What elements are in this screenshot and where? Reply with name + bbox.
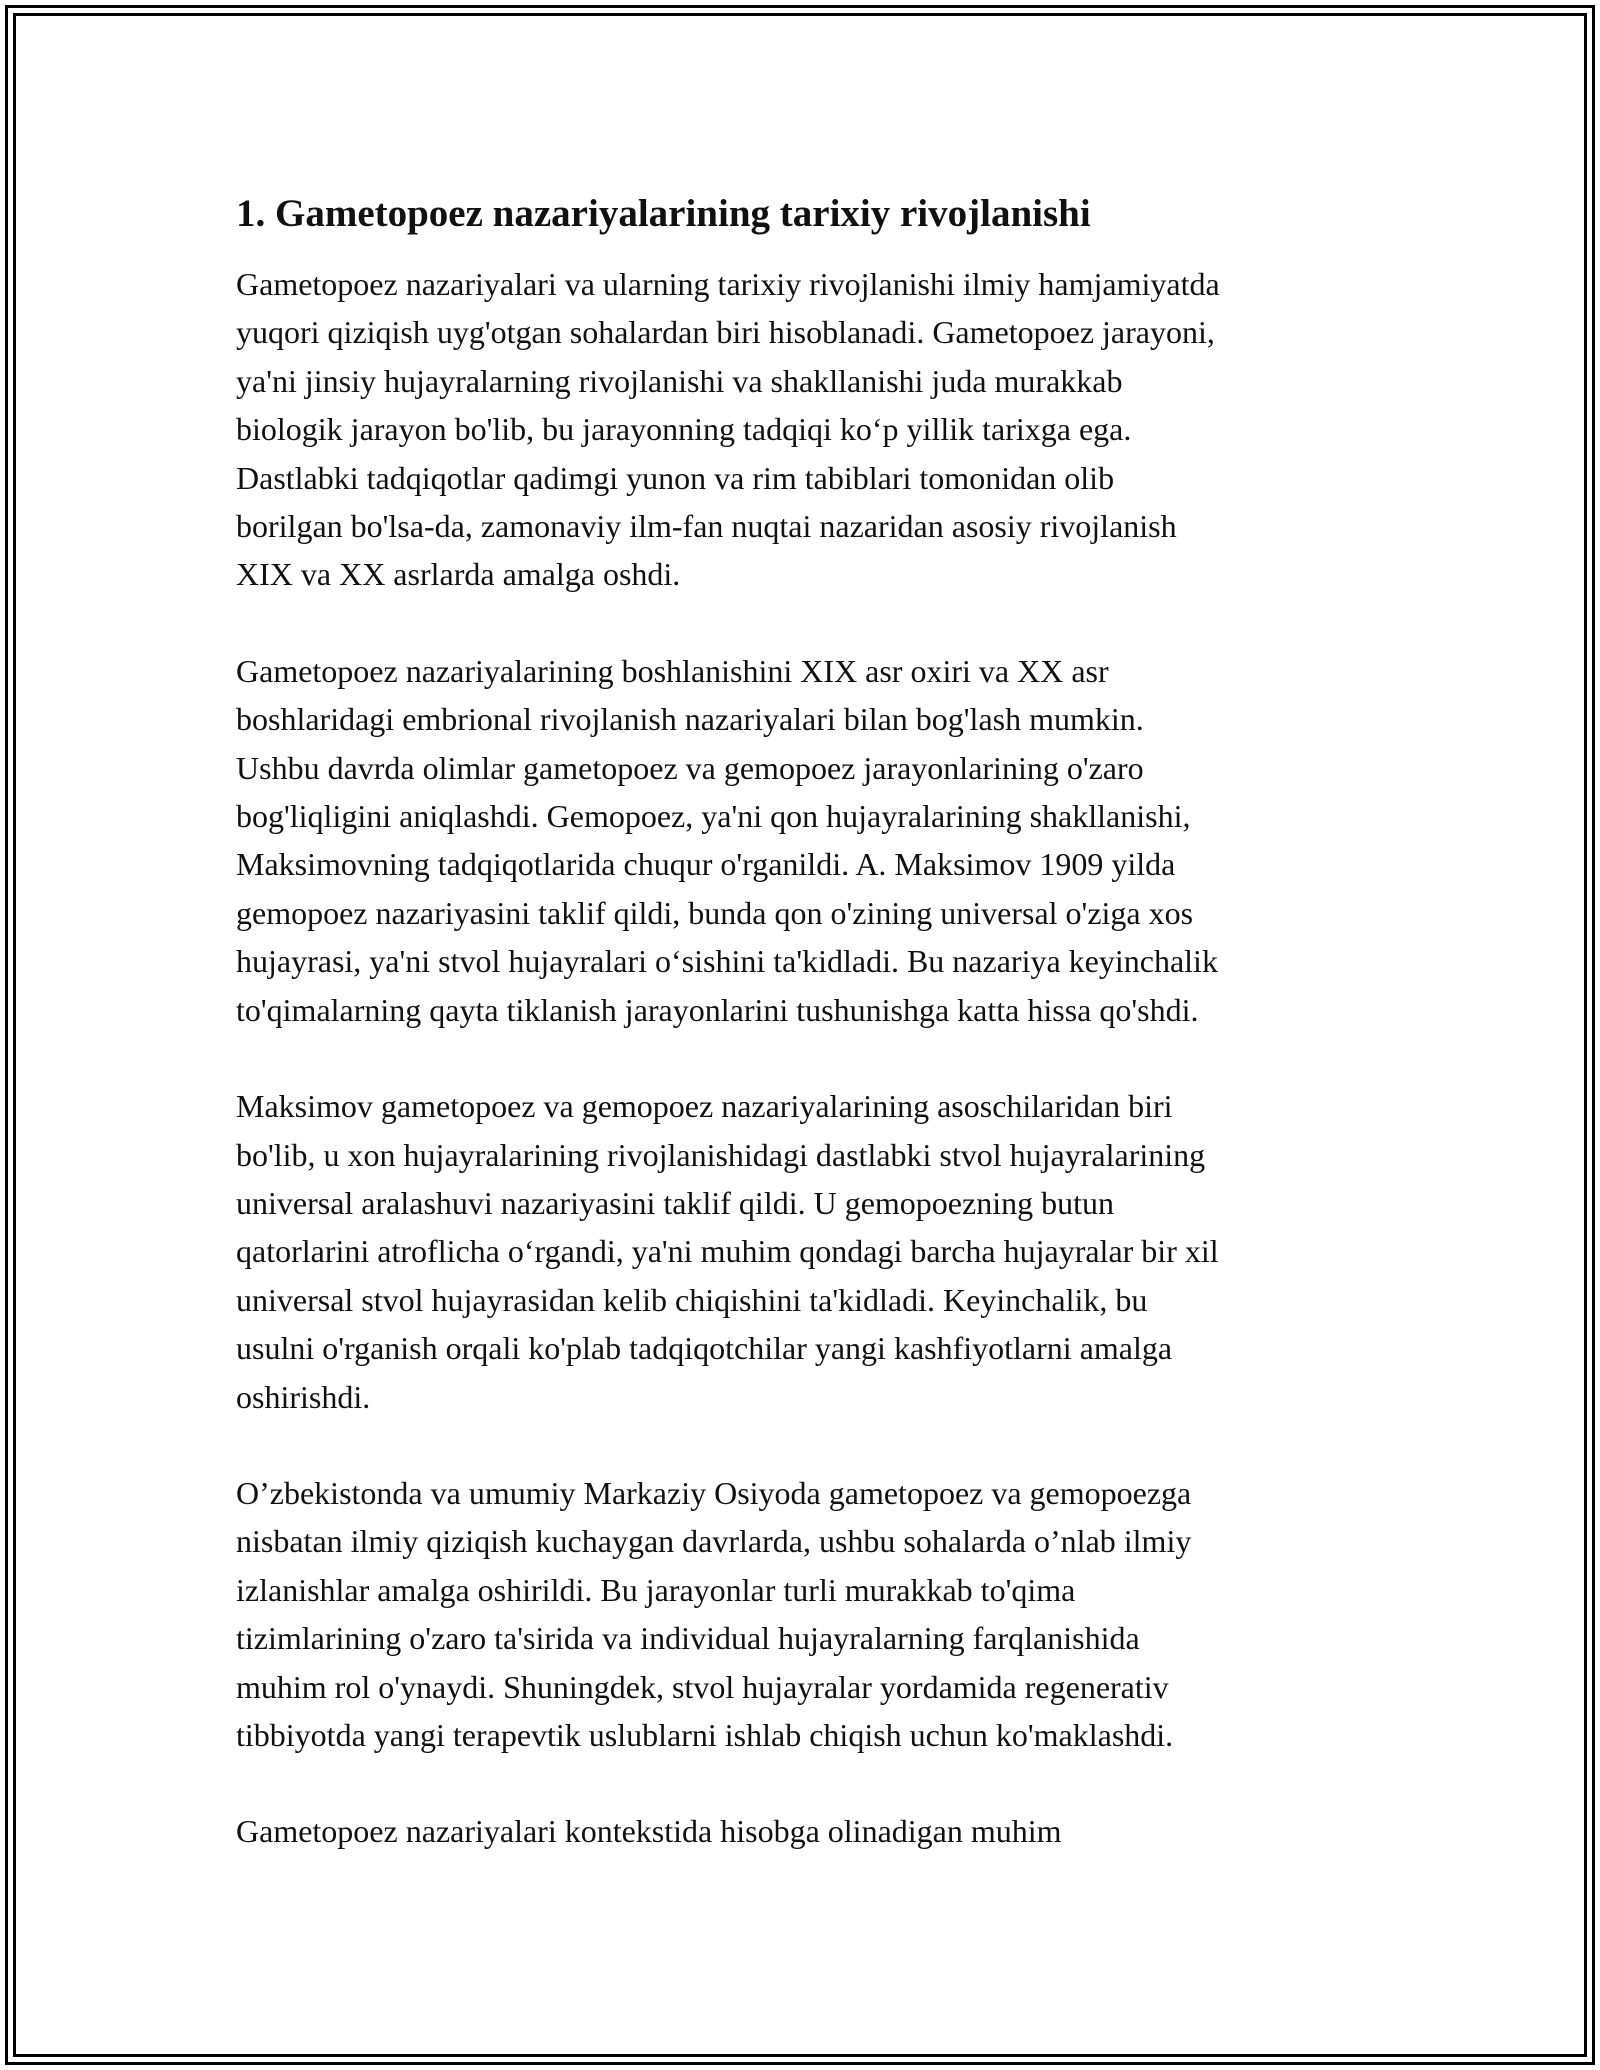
paragraph-line: O’zbekistonda va umumiy Markaziy Osiyoda gametopoez va gemopoezga: [236, 1474, 1192, 1511]
paragraph: [236, 1469, 1371, 1759]
paragraph: [236, 1807, 1371, 1855]
paragraph-line: biologik jarayon bo'lib, bu jarayonning tadqiqi ko‘p yillik tarixga ega.: [236, 411, 1132, 448]
paragraph-line: universal stvol hujayrasidan kelib chiqishini ta'kidladi. Keyinchalik, bu: [236, 1281, 1148, 1318]
paragraph-line: hujayrasi, ya'ni stvol hujayralari o‘sishini ta'kidladi. Bu nazariya keyinchalik: [236, 943, 1218, 980]
paragraph-line: Dastlabki tadqiqotlar qadimgi yunon va rim tabiblari tomonidan olib: [236, 459, 1115, 496]
paragraph-line: usulni o'rganish orqali ko'plab tadqiqotchilar yangi kashfiyotlarni amalga: [236, 1330, 1173, 1367]
paragraph-line: Gametopoez nazariyalari va ularning tarixiy rivojlanishi ilmiy hamjamiyatda: [236, 266, 1220, 302]
document-body: [236, 186, 1371, 1904]
paragraph-line: gemopoez nazariyasini taklif qildi, bunda qon o'zining universal o'ziga xos: [236, 894, 1194, 931]
paragraph-container: [236, 260, 1371, 1856]
paragraph: [236, 647, 1371, 1034]
paragraph-line: muhim rol o'ynaydi. Shuningdek, stvol hujayralar yordamida regenerativ: [236, 1668, 1169, 1705]
paragraph: [236, 260, 1371, 599]
paragraph-line: Ushbu davrda olimlar gametopoez va gemopoez jarayonlarining o'zaro: [236, 749, 1144, 786]
paragraph-line: yuqori qiziqish uyg'otgan sohalardan biri hisoblanadi. Gametopoez jarayoni,: [236, 314, 1215, 351]
paragraph-line: bo'lib, u xon hujayralarining rivojlanishidagi dastlabki stvol hujayralarining: [236, 1136, 1206, 1173]
paragraph-line: tizimlarining o'zaro ta'sirida va individual hujayralarning farqlanishida: [236, 1620, 1140, 1657]
paragraph-line: bog'liqligini aniqlashdi. Gemopoez, ya'ni qon hujayralarining shakllanishi,: [236, 798, 1191, 835]
paragraph-line: nisbatan ilmiy qiziqish kuchaygan davrlarda, ushbu sohalarda o’nlab ilmiy: [236, 1523, 1192, 1560]
paragraph-line: ya'ni jinsiy hujayralarning rivojlanishi va shakllanishi juda murakkab: [236, 362, 1123, 399]
paragraph-line: Maksimov gametopoez va gemopoez nazariyalarining asoschilaridan biri: [236, 1088, 1173, 1125]
paragraph-line: borilgan bo'lsa-da, zamonaviy ilm-fan nuqtai nazaridan asosiy rivojlanish: [236, 508, 1177, 545]
paragraph-line: qatorlarini atroflicha o‘rgandi, ya'ni muhim qondagi barcha hujayralar bir xil: [236, 1233, 1219, 1270]
paragraph-line: Gametopoez nazariyalarining boshlanishini XIX asr oxiri va XX asr: [236, 652, 1109, 689]
paragraph-line: Gametopoez nazariyalari kontekstida hisobga olinadigan muhim: [236, 1813, 1062, 1850]
paragraph: [236, 1082, 1371, 1421]
paragraph-line: Maksimovning tadqiqotlarida chuqur o'rganildi. A. Maksimov 1909 yilda: [236, 846, 1176, 883]
paragraph-line: tibbiyotda yangi terapevtik uslublarni ishlab chiqish uchun ko'maklashdi.: [236, 1716, 1174, 1753]
section-title: 1. Gametopoez nazariyalarining tarixiy rivojlanishi: [236, 192, 1091, 235]
paragraph-line: boshlaridagi embrional rivojlanish nazariyalari bilan bog'lash mumkin.: [236, 701, 1144, 738]
paragraph-line: universal aralashuvi nazariyasini taklif qildi. U gemopoezning butun: [236, 1184, 1114, 1221]
paragraph-line: to'qimalarning qayta tiklanish jarayonlarini tushunishga katta hissa qo'shdi.: [236, 991, 1199, 1028]
paragraph-line: izlanishlar amalga oshirildi. Bu jarayonlar turli murakkab to'qima: [236, 1571, 1076, 1608]
paragraph-line: oshirishdi.: [236, 1378, 371, 1415]
paragraph-line: XIX va XX asrlarda amalga oshdi.: [236, 556, 681, 593]
